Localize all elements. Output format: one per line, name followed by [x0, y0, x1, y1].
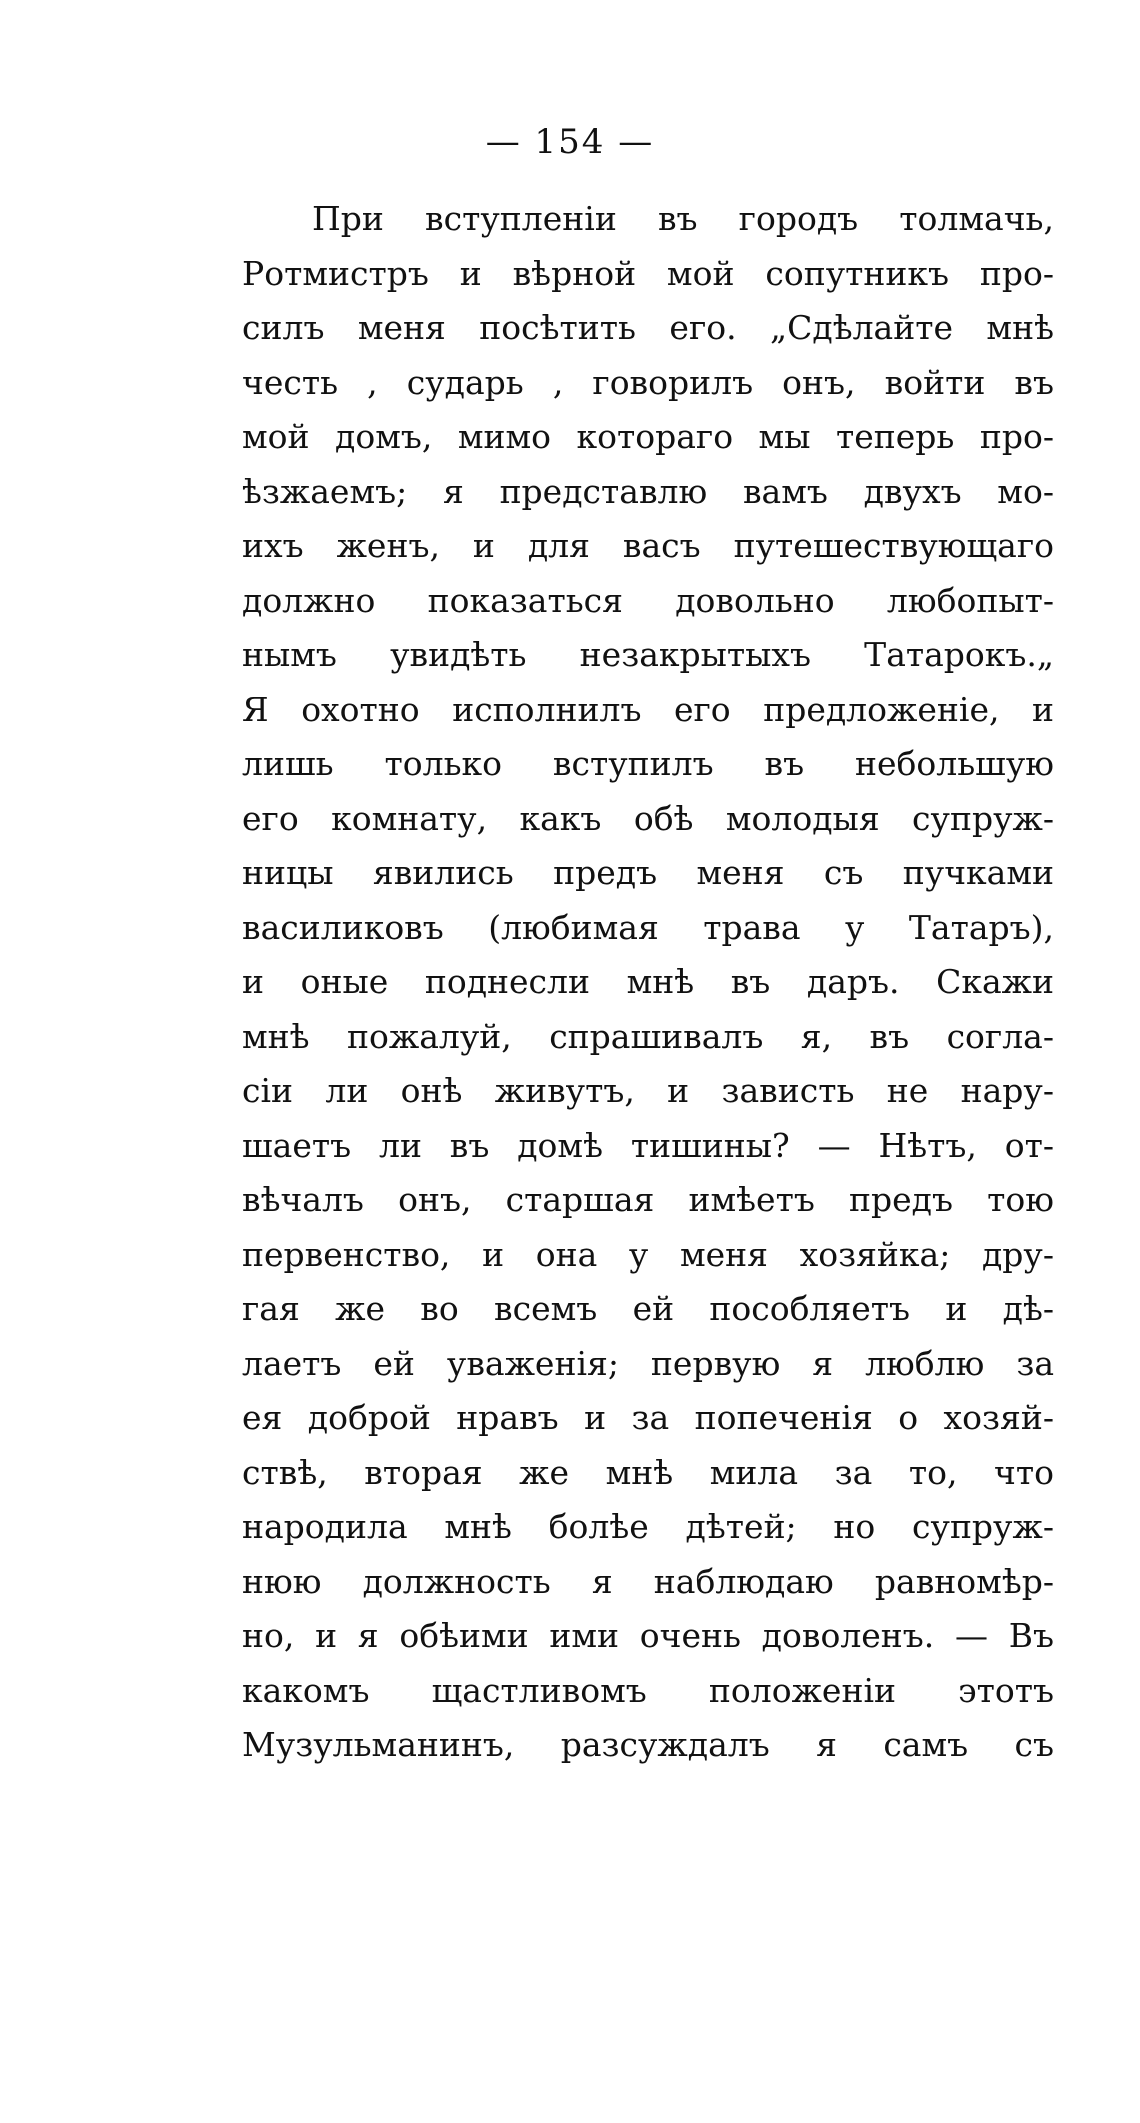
text-line: сіи ли онѣ живутъ, и зависть не нару- — [242, 1071, 1054, 1110]
text-line: ихъ женъ, и для васъ путешествующаго — [242, 526, 1054, 565]
text-line: ѣзжаемъ; я представлю вамъ двухъ мо- — [242, 471, 1054, 511]
text-line: его комнату, какъ обѣ молодыя супруж- — [242, 798, 1054, 838]
text-line: силъ меня посѣтить его. „Сдѣлайте мнѣ — [242, 308, 1054, 347]
text-line: и оные поднесли мнѣ въ даръ. Скажи — [242, 962, 1054, 1001]
text-line: гая же во всемъ ей пособляетъ и дѣ- — [242, 1289, 1054, 1328]
text-line: лаетъ ей уваженія; первую я люблю за — [242, 1343, 1054, 1383]
text-line: мой домъ, мимо котораго мы теперь про- — [242, 417, 1054, 456]
text-line: нюю должность я наблюдаю равномѣр- — [242, 1561, 1054, 1601]
text-line: какомъ щастливомъ положеніи этотъ — [242, 1670, 1054, 1710]
text-line: но, и я обѣими ими очень доволенъ. — Въ — [242, 1616, 1054, 1655]
text-line: шаетъ ли въ домѣ тишины? — Нѣтъ, от- — [242, 1125, 1054, 1165]
text-line: первенство, и она у меня хозяйка; дру- — [242, 1234, 1054, 1274]
text-line: ея доброй нравъ и за попеченія о хозяй- — [242, 1398, 1054, 1437]
text-line: Я охотно исполнилъ его предложеніе, и — [242, 689, 1054, 729]
text-line: честь , сударь , говорилъ онъ, войти въ — [242, 362, 1054, 402]
page-number: — 154 — — [485, 122, 655, 162]
text-line: вѣчалъ онъ, старшая имѣетъ предъ тою — [242, 1180, 1054, 1219]
text-line: нымъ увидѣть незакрытыхъ Татарокъ.„ — [242, 635, 1054, 674]
text-line: ницы явились предъ меня съ пучками — [242, 853, 1054, 892]
text-line: При вступленіи въ городъ толмачь, — [312, 199, 1054, 238]
text-line: лишь только вступилъ въ небольшую — [242, 744, 1054, 783]
text-line: мнѣ пожалуй, спрашивалъ я, въ согла- — [242, 1016, 1054, 1056]
text-line: ствѣ, вторая же мнѣ мила за то, что — [242, 1452, 1054, 1492]
text-line: Ротмистръ и вѣрной мой сопутникъ про- — [242, 253, 1054, 293]
text-line: должно показаться довольно любопыт- — [242, 580, 1054, 620]
text-line: василиковъ (любимая трава у Татаръ), — [242, 907, 1054, 947]
body-text — [242, 192, 1054, 1773]
text-line: народила мнѣ болѣе дѣтей; но супруж- — [242, 1507, 1054, 1546]
text-line: Музульманинъ, разсуждалъ я самъ съ — [242, 1725, 1054, 1764]
